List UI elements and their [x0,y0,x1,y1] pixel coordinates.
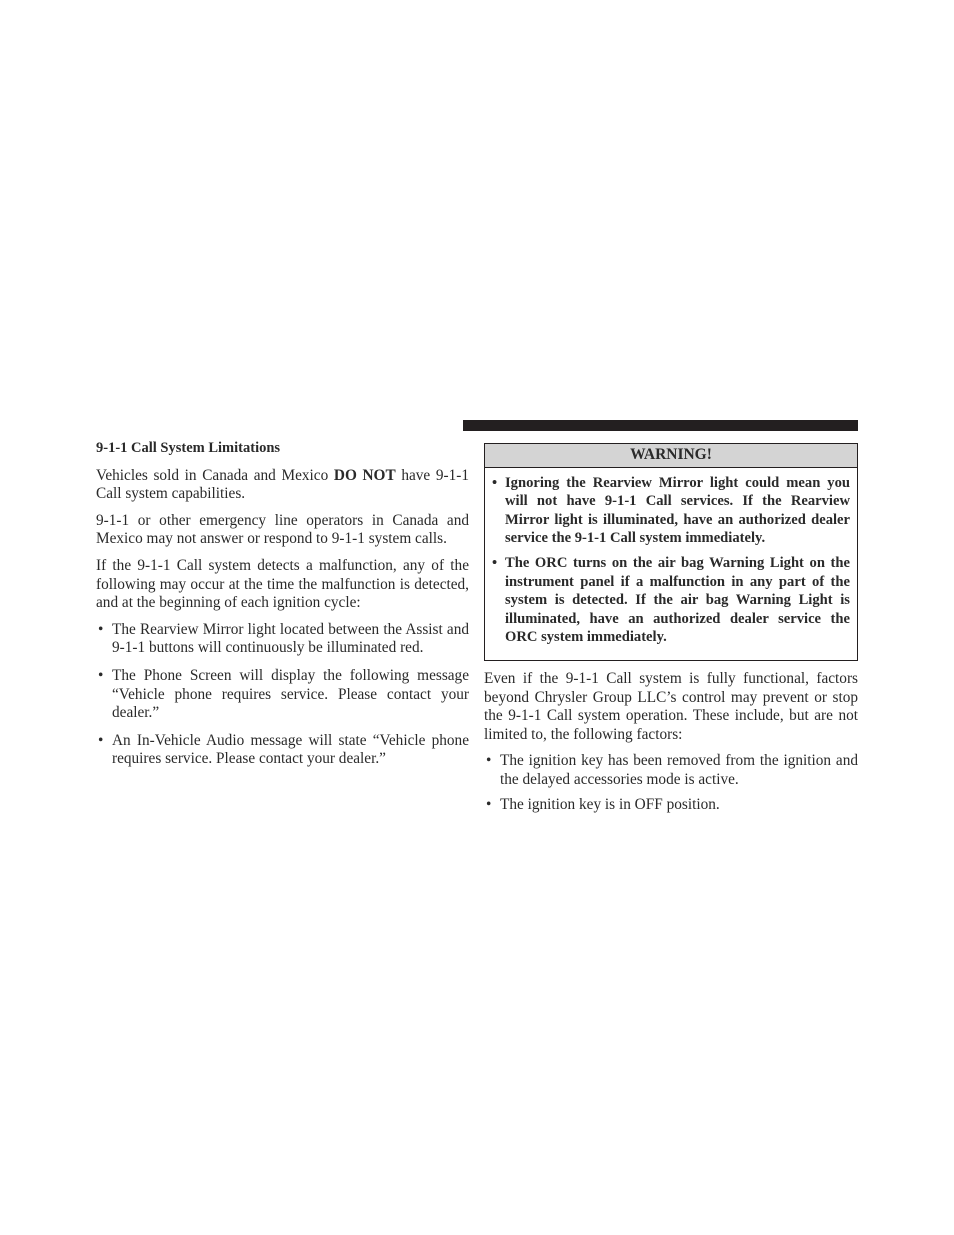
list-item-text: The ignition key is in OFF position. [500,795,720,813]
text-span: Vehicles sold in Canada and Mexico [96,466,334,484]
paragraph-operators: 9-1-1 or other emergency line operators in Canada and Mexico may not answer or respond to 9-1-1 system calls. [96,511,469,548]
factors-list [484,752,858,814]
section-heading: 9-1-1 Call System Limitations [96,440,281,456]
list-item [96,667,469,723]
warning-item-text: The ORC turns on the air bag Warning Light on the instrument panel if a malfunction in any part of the system is detected. If the air bag Warning Light is illuminated, have an authorized dealer service the ORC system immediately. [505,554,850,646]
list-item [96,621,469,658]
bullet-icon: • [98,666,104,684]
bullet-icon: • [492,474,498,491]
list-item [484,752,858,789]
paragraph-factors: Even if the 9-1-1 Call system is fully functional, factors beyond Chrysler Group LLC’s control may prevent or stop the 9-1-1 Call system operation. These include, but are not limited to, the following factors: [484,669,858,743]
list-item-text: An In-Vehicle Audio message will state “Vehicle phone requires service. Please contact your dealer.” [112,731,469,768]
warning-item-text: Ignoring the Rearview Mirror light could mean you will not have 9-1-1 Call services. If the Rearview Mirror light is illuminated, have an authorized dealer service the 9-1-1 Call system immediately. [505,474,850,547]
bullet-icon: • [98,620,104,638]
malfunction-list [96,621,469,769]
warning-box [484,443,858,661]
bullet-icon: • [492,554,498,571]
warning-item [492,474,850,548]
warning-item [492,554,850,647]
bullet-icon: • [486,795,492,813]
list-item-text: The ignition key has been removed from the ignition and the delayed accessories mode is active. [500,752,858,788]
list-item-text: The Rearview Mirror light located between the Assist and 9-1-1 buttons will continuously be illuminated red. [112,620,469,657]
left-column [96,439,469,778]
warning-list [485,468,857,660]
warning-title: WARNING! [485,444,857,468]
list-item-text: The Phone Screen will display the following message “Vehicle phone requires service. Please contact your dealer.” [112,666,469,722]
bullet-icon: • [486,752,492,770]
bold-text: DO NOT [333,466,396,484]
bullet-icon: • [98,731,104,749]
paragraph-malfunction: If the 9-1-1 Call system detects a malfunction, any of the following may occur at the time the malfunction is detected, and at the beginning of each ignition cycle: [96,556,469,612]
list-item [484,796,858,815]
list-item [96,732,469,769]
section-divider-bar [463,420,858,431]
paragraph-canada-mexico [96,467,469,504]
right-column [484,420,858,820]
text-span: have 9-1-1 Call system capabilities. [96,466,469,503]
